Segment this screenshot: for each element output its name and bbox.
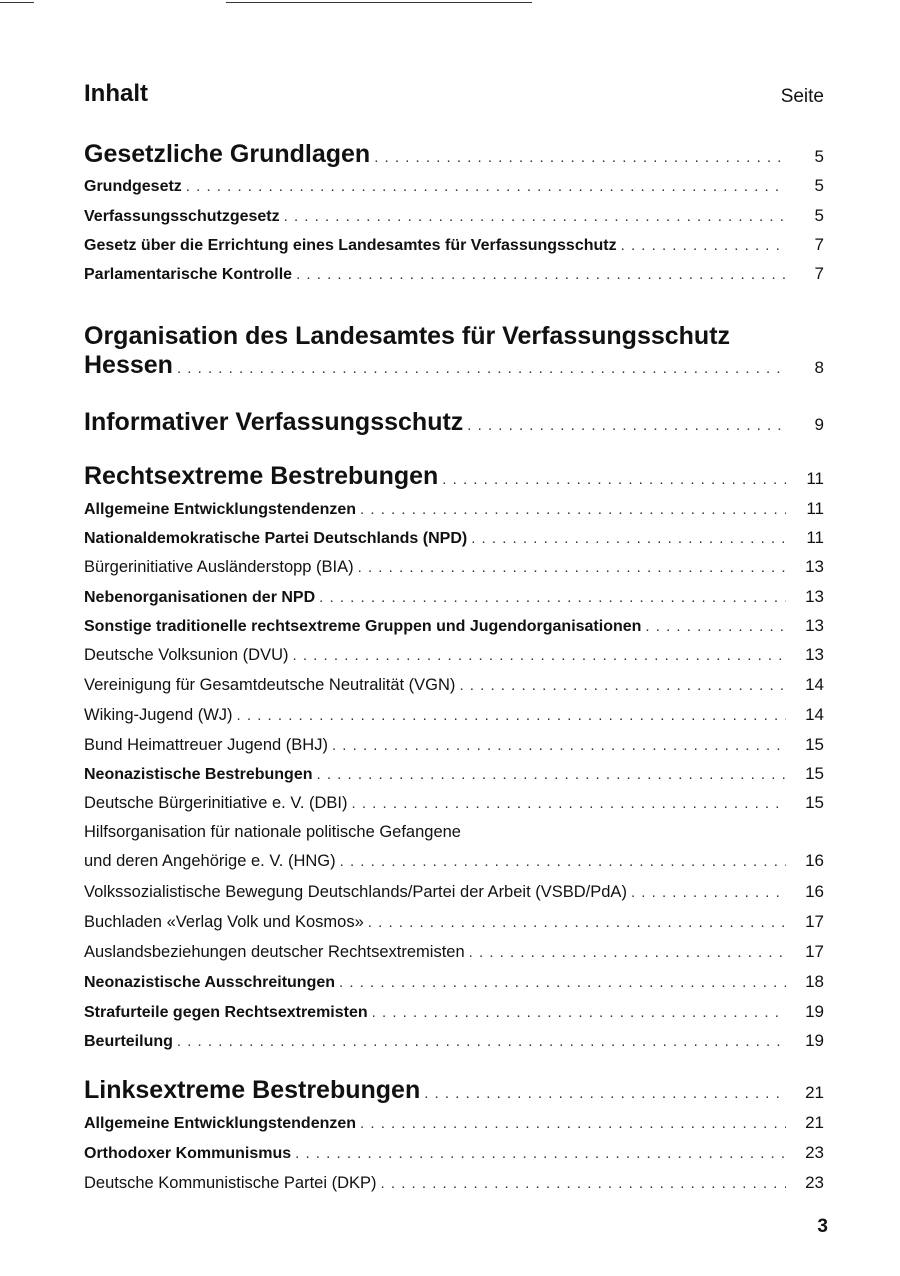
toc-entry-label: Gesetzliche Grundlagen [84,140,371,168]
page-title: Inhalt [84,80,148,107]
toc-entry-page: 7 [814,235,824,254]
toc-entry-label: Grundgesetz [84,178,182,195]
toc-entry [84,645,824,665]
toc-entry-label: Strafurteile gegen Rechtsextremisten [84,1004,368,1021]
toc-entry [84,882,824,902]
toc-entry-label: Auslandsbeziehungen deutscher Rechtsextremisten [84,943,465,961]
dot-leader [424,1085,786,1102]
toc-entry-label: Deutsche Volksunion (DVU) [84,646,289,664]
dot-leader [296,266,786,283]
dot-leader [358,559,786,576]
dot-leader [237,707,786,724]
toc-entry-page: 21 [805,1113,824,1132]
toc-entry-label: Bund Heimattreuer Jugend (BHJ) [84,736,328,754]
dot-leader [442,471,786,488]
dot-leader [467,417,786,434]
toc-entry-page: 13 [805,557,824,576]
toc-entry-page: 11 [806,528,824,547]
dot-leader [372,1004,786,1021]
toc-entry-label: Orthodoxer Kommunismus [84,1145,292,1162]
toc-entry [84,1031,824,1051]
toc-entry-label: Deutsche Kommunistische Partei (DKP) [84,1174,377,1192]
toc-entry-label: Informativer Verfassungsschutz [84,408,464,436]
toc-entry-label: Verfassungsschutzgesetz [84,208,280,225]
toc-entry [84,1113,824,1133]
dot-leader [469,944,786,961]
toc-entry [84,528,824,548]
dot-leader [317,766,787,783]
toc-entry-label: Vereinigung für Gesamtdeutsche Neutralität (VGN) [84,676,456,694]
toc-entry-page: 5 [814,147,824,166]
toc-header [84,80,824,110]
toc-entry [84,705,824,725]
dot-leader [319,589,786,606]
dot-leader [360,1115,786,1132]
toc-entry-label: Volkssozialistische Bewegung Deutschlands/Partei der Arbeit (VSBD/PdA) [84,883,627,901]
toc-entry-page: 23 [805,1143,824,1162]
toc-entry-label: Nebenorganisationen der NPD [84,589,316,606]
toc-entry [84,557,824,577]
toc-entry-page: 5 [814,206,824,225]
toc-entry-page: 13 [805,645,824,664]
toc-entry [84,206,824,226]
toc-entry [84,942,824,962]
toc-entry-page: 11 [806,499,824,518]
toc-entry-label: Buchladen «Verlag Volk und Kosmos» [84,913,364,931]
toc-entry-page: 17 [805,912,824,931]
toc-entry-page: 14 [805,675,824,694]
toc-entry-line2 [84,351,824,380]
toc-entry-page: 5 [814,176,824,195]
toc-section-entry [84,1076,824,1105]
toc-entry-page: 13 [805,616,824,635]
toc-entry-label: Rechtsextreme Bestrebungen [84,462,439,490]
toc-entry-label: Wiking-Jugend (WJ) [84,706,233,724]
toc-entry-page: 19 [805,1031,824,1050]
toc-entry-label-line1: Hilfsorganisation für nationale politische Gefangene [84,823,461,841]
dot-leader [360,501,786,518]
toc-entry-label: Linksextreme Bestrebungen [84,1076,421,1104]
toc-entry-label-line1: Organisation des Landesamtes für Verfassungsschutz [84,322,731,350]
toc-entry-page: 15 [805,735,824,754]
dot-leader [340,853,786,870]
toc-entry-label-line2: und deren Angehörige e. V. (HNG) [84,852,336,870]
toc-entry-page: 16 [805,851,824,870]
toc-section-entry [84,322,824,380]
toc-entry-page: 11 [806,469,824,488]
toc-entry [84,793,824,813]
toc-entry [84,176,824,196]
toc-entry-page: 15 [805,793,824,812]
dot-leader [186,178,786,195]
page-column-label: Seite [780,86,824,107]
toc-entry [84,912,824,932]
toc-entry-page: 23 [805,1173,824,1192]
toc-entry-label: Beurteilung [84,1033,173,1050]
toc-entry [84,616,824,636]
toc-entry [84,972,824,992]
toc-entry-label: Deutsche Bürgerinitiative e. V. (DBI) [84,794,348,812]
toc-entry-label: Gesetz über die Errichtung eines Landesamtes für Verfassungsschutz [84,237,617,254]
toc-entry [84,764,824,784]
dot-leader [459,677,786,694]
toc-entry-page: 21 [805,1083,824,1102]
dot-leader [293,647,786,664]
toc-entry-label: Neonazistische Ausschreitungen [84,974,336,991]
toc-entry-page: 9 [814,415,824,434]
toc-entry-label: Sonstige traditionelle rechtsextreme Gruppen und Jugendorganisationen [84,618,642,635]
dot-leader [621,237,786,254]
toc-entry-page: 17 [805,942,824,961]
dot-leader [339,974,786,991]
toc-entry-label: Neonazistische Bestrebungen [84,766,313,783]
toc-entry [84,675,824,695]
dot-leader [332,737,786,754]
toc-section-entry [84,462,824,491]
dot-leader [368,914,786,931]
toc-entry-page: 16 [805,882,824,901]
toc-entry-label: Bürgerinitiative Ausländerstopp (BIA) [84,558,354,576]
toc-entry-page: 19 [805,1002,824,1021]
dot-leader [374,149,786,166]
toc-entry [84,499,824,519]
toc-entry [84,1173,824,1193]
dot-leader [352,795,786,812]
toc-entry [84,587,824,607]
toc-entry-label-line2: Hessen [84,351,173,379]
toc-entry-two-line [84,823,824,870]
toc-entry-page: 13 [805,587,824,606]
dot-leader [295,1145,786,1162]
toc-section-entry [84,140,824,169]
toc-entry-page: 8 [814,358,824,377]
dot-leader [471,530,786,547]
scan-artifact-line [0,2,34,3]
toc-entry [84,1002,824,1022]
page-number: 3 [817,1216,828,1237]
toc-entry-label: Nationaldemokratische Partei Deutschlands (NPD) [84,530,468,547]
toc-entry-label: Allgemeine Entwicklungstendenzen [84,1115,357,1132]
toc-entry-page: 18 [805,972,824,991]
dot-leader [177,360,786,377]
toc-entry [84,264,824,284]
toc-entry-page: 15 [805,764,824,783]
toc-entry-label: Allgemeine Entwicklungstendenzen [84,501,357,518]
dot-leader [381,1175,786,1192]
toc-section-entry [84,408,824,437]
toc-entry-label: Parlamentarische Kontrolle [84,266,293,283]
toc-entry [84,735,824,755]
dot-leader [645,618,786,635]
toc-entry [84,1143,824,1163]
dot-leader [177,1033,786,1050]
toc-entry [84,235,824,255]
scan-artifact-line [226,2,532,3]
dot-leader [284,208,786,225]
toc-entry-line2 [84,851,824,871]
toc-entry-page: 14 [805,705,824,724]
dot-leader [631,884,786,901]
toc-entry-page: 7 [814,264,824,283]
